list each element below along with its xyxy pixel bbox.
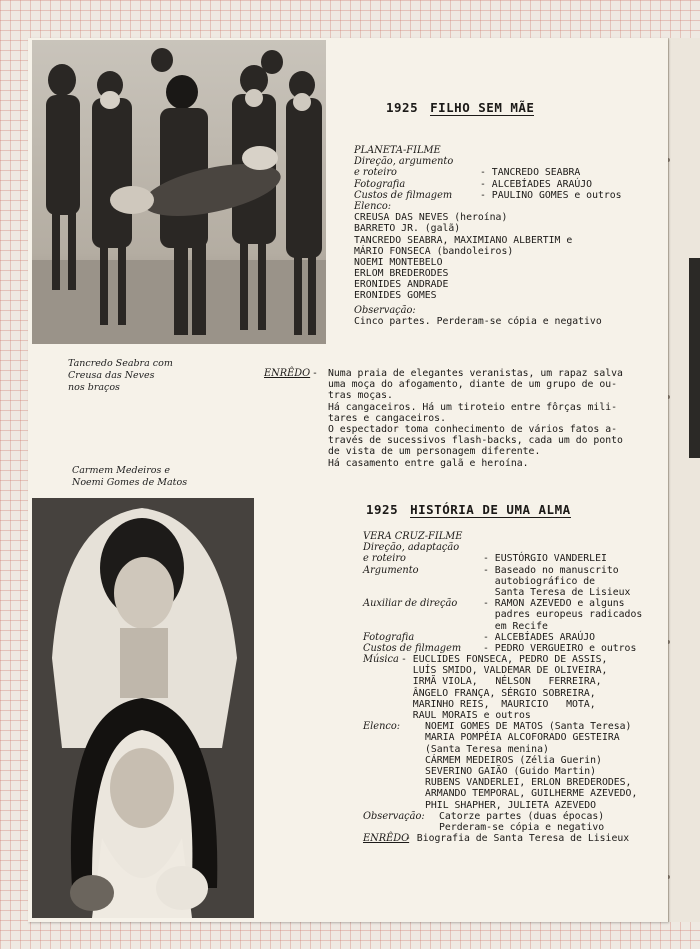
- credit-label: Auxiliar de direção: [363, 598, 458, 610]
- plot-line: través de sucessivos flash-backs, cada um do ponto: [328, 435, 623, 447]
- obs-label: Observação:: [354, 304, 416, 316]
- film2-credits-block: [363, 531, 663, 844]
- film1-credits-block: [354, 145, 654, 327]
- credit-label: Direção, adaptação: [363, 542, 460, 554]
- photo-caption-2: Carmem Medeiros e Noemi Gomes de Matos: [72, 465, 188, 488]
- plot-line: O espectador toma conhecimento de vários fatos a-: [328, 423, 618, 435]
- credit-label: Fotografia: [354, 178, 406, 190]
- obs-line: Catorze partes (duas épocas): [439, 810, 605, 822]
- cast-label: Elenco:: [354, 200, 392, 212]
- credit-value: - ALCEBÍADES ARAÚJO: [483, 631, 596, 643]
- plot-line: Há casamento entre galã e heroína.: [328, 457, 529, 469]
- credit-label: e roteiro: [354, 167, 397, 179]
- music-line: MARINHO REIS, MAURICIO MOTA,: [401, 698, 596, 710]
- plot-line: Há cangaceiros. Há um tiroteio entre fôrças mili-: [328, 401, 618, 413]
- plot-line: Numa praia de elegantes veranistas, um rapaz salva: [328, 368, 623, 379]
- cast-line: SEVERINO GAIÃO (Guido Martin): [425, 765, 597, 777]
- film1-plot-label: ENRÊDO: [264, 368, 311, 379]
- credit-value: autobiográfico de: [483, 575, 596, 587]
- credit-value: padres europeus radicados: [483, 609, 643, 621]
- credit-label: e roteiro: [363, 553, 406, 565]
- film2-heading: [366, 502, 571, 517]
- music-line: ÂNGELO FRANÇA, SÉRGIO SOBREIRA,: [401, 687, 596, 699]
- photo-caption-1: Tancredo Seabra com Creusa das Neves nos braços: [68, 358, 173, 393]
- credit-value: - PEDRO VERGUEIRO e outros: [483, 642, 637, 654]
- obs-line: Perderam-se cópia e negativo: [439, 821, 605, 833]
- film1-studio: PLANETA-FILME: [354, 145, 441, 156]
- obs-label: Observação:: [363, 810, 425, 822]
- book-page: [28, 38, 668, 922]
- photo-beach-rescue: [32, 40, 326, 344]
- music-line: - EUCLIDES FONSECA, PEDRO DE ASSIS,: [401, 654, 608, 666]
- credit-value: - ALCEBÍADES ARAÚJO: [480, 178, 593, 190]
- credit-value: - RAMON AZEVEDO e alguns: [483, 598, 625, 610]
- cast-line: ARMANDO TEMPORAL, GUILHERME AZEVEDO,: [425, 788, 638, 800]
- credit-label: Custos de filmagem: [354, 189, 453, 201]
- credit-label: Argumento: [363, 564, 419, 576]
- cast-line: NOEMI MONTEBELO: [354, 256, 443, 268]
- film2-year: 1925: [366, 502, 399, 517]
- film1-year: 1925: [386, 100, 419, 115]
- next-page-edge: [668, 38, 700, 922]
- film1-plot-dash: -: [312, 368, 318, 379]
- cast-line: PHIL SHAPHER, JULIETA AZEVEDO: [425, 799, 597, 811]
- credit-value: - EUSTÓRGIO VANDERLEI: [483, 553, 607, 565]
- film1-title: FILHO SEM MÃE: [430, 100, 535, 115]
- plot-line: de vista de um personagem diferente.: [328, 446, 541, 458]
- plot-line: tras moças.: [328, 390, 393, 402]
- credit-value: - PAULINO GOMES e outros: [480, 189, 622, 201]
- plot-line: tares e cangaceiros.: [328, 412, 446, 424]
- cast-line: TANCREDO SEABRA, MAXIMIANO ALBERTIM e: [354, 234, 573, 246]
- credit-value: Santa Teresa de Lisieux: [483, 586, 631, 598]
- film2-title: HISTÓRIA DE UMA ALMA: [410, 502, 571, 517]
- credit-value: - TANCREDO SEABRA: [480, 167, 581, 179]
- music-line: RAUL MORAIS e outros: [401, 710, 531, 721]
- photo-portraits: [32, 498, 254, 918]
- cast-line: RUBENS VANDERLEI, ERLON BREDERODES,: [425, 777, 632, 789]
- film1-plot: [328, 368, 648, 469]
- cast-line: MÁRIO FONSECA (bandoleiros): [354, 245, 514, 257]
- music-line: IRMÃ VIOLA, NÉLSON FERREIRA,: [401, 676, 602, 688]
- plot-label: ENRÊDO: [363, 833, 410, 845]
- cast-line: CREUSA DAS NEVES (heroína): [354, 212, 508, 224]
- music-line: LUÍS SMIDO, VALDEMAR DE OLIVEIRA,: [401, 665, 608, 677]
- cast-line: ERONIDES ANDRADE: [354, 279, 449, 291]
- cast-line: BARRETO JR. (galã): [354, 223, 461, 235]
- cast-line: CÁRMEM MEDEIROS (Zélia Guerin): [425, 754, 602, 766]
- plot-text: - Biografia de Santa Teresa de Lisieux: [405, 833, 630, 845]
- film1-heading: [386, 100, 534, 115]
- film2-studio: VERA CRUZ-FILME: [363, 531, 463, 542]
- credit-label: Fotografia: [363, 631, 415, 643]
- plot-line: uma moça do afogamento, diante de um grupo de ou-: [328, 379, 618, 391]
- cast-line: MARIA POMPÉIA ALCOFORADO GESTEIRA: [425, 732, 620, 744]
- credit-value: em Recife: [483, 620, 548, 632]
- cast-line: NOEMI GOMES DE MATOS (Santa Teresa): [425, 721, 632, 733]
- cast-line: ERLOM BREDERODES: [354, 268, 449, 280]
- obs-text: Cinco partes. Perderam-se cópia e negativo: [354, 315, 602, 327]
- music-label: Música: [363, 654, 399, 666]
- credit-label: Direção, argumento: [354, 156, 454, 168]
- credit-label: Custos de filmagem: [363, 642, 462, 654]
- cast-line: (Santa Teresa menina): [425, 743, 549, 755]
- cast-label: Elenco:: [363, 721, 401, 733]
- credit-value: - Baseado no manuscrito: [483, 564, 619, 576]
- cast-line: ERONIDES GOMES: [354, 290, 437, 302]
